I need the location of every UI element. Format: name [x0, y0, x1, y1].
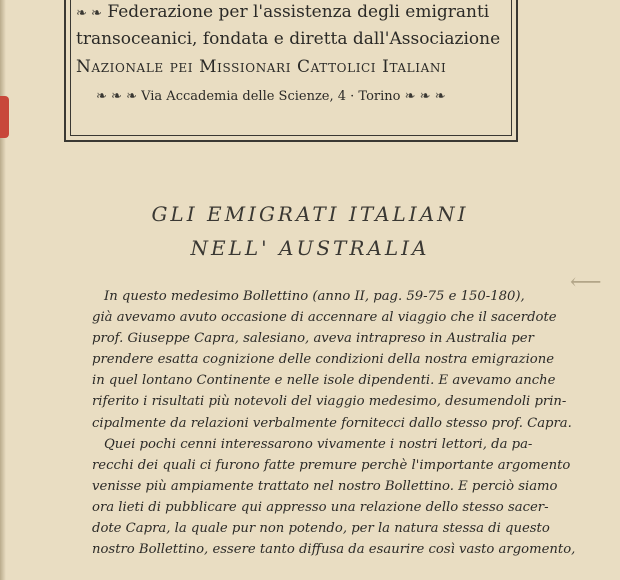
body-line: già avevamo avuto occasione di accennare al viaggio che il sacerdote [92, 310, 557, 326]
header-line-1 [76, 2, 506, 22]
body-line: In questo medesimo Bollettino (anno II, pag. 59-75 e 150-180), [104, 289, 525, 304]
header-line-2: transoceanici, fondata e diretta dall'Associazione [76, 29, 501, 49]
body-line: cipalmente da relazioni verbalmente fornitecci dallo stesso prof. Capra. [92, 415, 572, 431]
pencil-arrow-mark-icon: ⟵ [570, 270, 602, 295]
body-line: nostro Bollettino, essere tanto diffusa da esaurire così vasto argomento, [92, 542, 576, 558]
body-line: venisse più ampiamente trattato nel nostro Bollettino. E perciò siamo [92, 478, 558, 494]
page-edge [0, 0, 6, 580]
body-line: dote Capra, la quale pur non potendo, per la natura stessa di questo [92, 521, 550, 537]
body-line: recchi dei quali ci furono fatte premure perchè l'importante argomento [92, 457, 571, 473]
body-line: in quel lontano Continente e nelle isole dipendenti. E avevamo anche [92, 373, 556, 389]
red-tab-marker [0, 96, 9, 138]
body-line: ora lieti di pubblicare qui appresso una relazione dello stesso sacer- [92, 499, 549, 515]
ornament-icon: ❧ ❧ [96, 89, 122, 104]
ornament-icon: ❧ ❧ [76, 6, 102, 21]
article-body [92, 286, 576, 560]
body-line: riferito i risultati più notevoli del viaggio medesimo, desumendoli prin- [92, 394, 567, 410]
ornament-icon: ❧ [434, 89, 446, 104]
header-address: Via Accademia delle Scienze, 4 · Torino [141, 89, 401, 104]
body-line: Quei pochi cenni interessarono vivamente i nostri lettori, da pa- [104, 436, 533, 452]
ornament-icon: ❧ ❧ [404, 89, 431, 104]
body-line: prof. Giuseppe Capra, salesiano, aveva intrapreso in Australia per [92, 331, 534, 347]
ornament-icon: ❧ [126, 89, 137, 104]
header-line-3: Nazionale pei Missionari Cattolici Italiani [76, 57, 447, 77]
article-title-line-1: GLI EMIGRATI ITALIANI [151, 202, 469, 226]
header-line-1-text: Federazione per l'assistenza degli emigranti [107, 2, 490, 22]
article-title-line-2: NELL' AUSTRALIA [190, 236, 430, 260]
header-address-line [96, 89, 506, 104]
body-line: prendere esatta cognizione delle condizioni della nostra emigrazione [92, 352, 555, 368]
header-frame [64, 0, 518, 142]
